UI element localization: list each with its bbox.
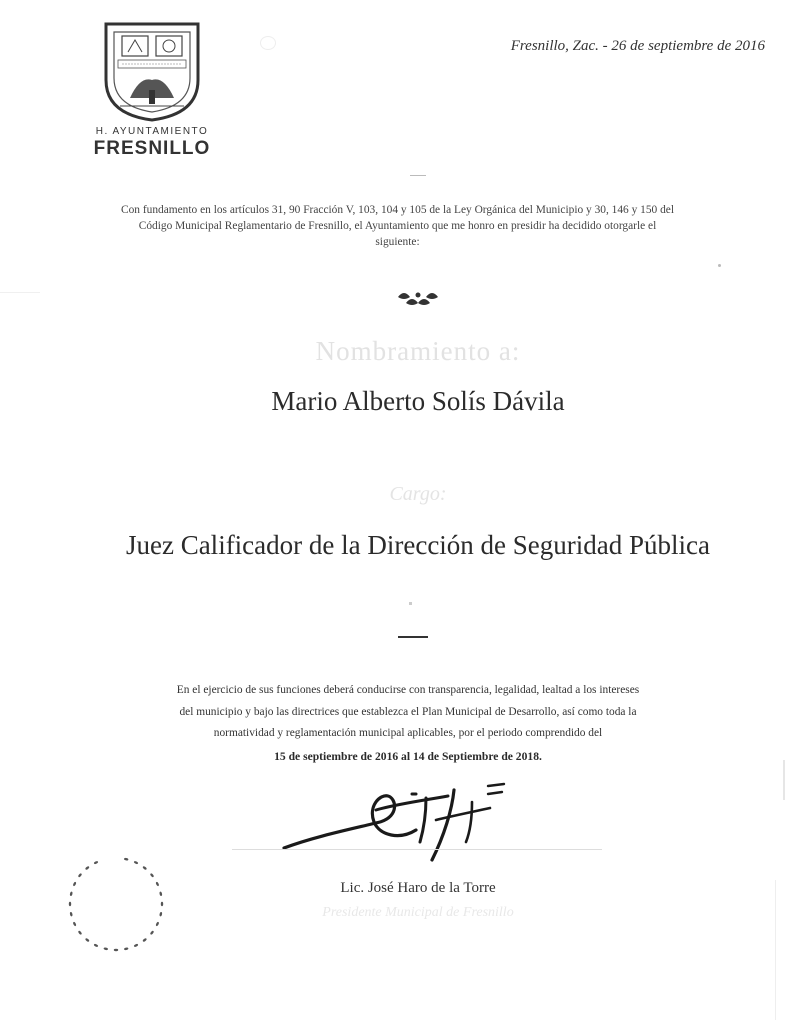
- seal-dot: [78, 930, 83, 935]
- seal-dot: [142, 938, 147, 943]
- scan-artifact: [718, 264, 721, 267]
- seal-dot: [93, 943, 98, 947]
- seal-dot: [85, 938, 90, 943]
- seal-dot: [161, 902, 163, 906]
- seal-dot: [85, 866, 90, 871]
- scan-artifact: [260, 36, 276, 50]
- signer-role: Presidente Municipal de Fresnillo: [322, 905, 514, 920]
- seal-dot: [133, 861, 138, 865]
- seal-dot: [114, 949, 118, 951]
- seal-dot: [103, 947, 108, 950]
- seal-dot: [70, 891, 73, 896]
- seal-dot: [159, 891, 162, 896]
- seal-dot: [150, 873, 155, 878]
- signature-line: [232, 849, 602, 850]
- seal-dot: [159, 912, 162, 917]
- mid-dot-mark: [409, 602, 412, 605]
- period-text: 15 de septiembre de 2016 al 14 de Septiembre de 2018.: [274, 750, 542, 763]
- seal-dot: [155, 921, 159, 926]
- top-dash-mark: [410, 175, 426, 176]
- appointment-heading: Nombramiento a:: [315, 336, 521, 366]
- appointee-name: Mario Alberto Solís Dávila: [271, 386, 565, 416]
- seal-dot: [142, 866, 147, 871]
- seal-dot: [150, 930, 155, 935]
- seal-dot: [78, 873, 83, 878]
- seal-dot: [69, 902, 71, 906]
- body-paragraph: En el ejercicio de sus funciones deberá conducirse con transparencia, legalidad, lealtad a los intereses del municipio y bajo las directrices que establezca el Plan Municipal de Desarrollo, así como toda la normatividad y reglamentación municipal aplicables, por el periodo comprendido del: [176, 684, 640, 739]
- position-title: Juez Calificador de la Dirección de Seguridad Pública: [125, 530, 711, 560]
- municipal-coat-of-arms-icon: [100, 18, 204, 124]
- seal-dot: [70, 912, 73, 917]
- seal-dot: [155, 881, 159, 886]
- scan-artifact: [775, 880, 776, 1020]
- date-line: Fresnillo, Zac. - 26 de septiembre de 2016: [510, 38, 765, 54]
- seal-dot: [133, 943, 138, 947]
- handwritten-signature-icon: [276, 776, 526, 868]
- city-label: FRESNILLO: [93, 138, 211, 159]
- leaf-ornament-icon: [396, 287, 440, 311]
- scan-artifact: [783, 760, 785, 800]
- ayuntamiento-label: H. AYUNTAMIENTO: [95, 126, 209, 137]
- section-divider: [398, 636, 428, 638]
- seal-dot: [93, 861, 98, 865]
- intro-paragraph: Con fundamento en los artículos 31, 90 Fracción V, 103, 104 y 105 de la Ley Orgánica del Municipio y 30, 146 y 150 del Código Municipal Reglamentario de Fresnillo, el Ayuntamiento que me honro en presidir ha decidido otorgarle el siguiente:: [121, 204, 674, 248]
- seal-dot: [73, 881, 77, 886]
- scan-artifact: [0, 292, 40, 293]
- seal-dot: [124, 947, 129, 950]
- dotted-seal-ring-icon: [60, 848, 172, 960]
- seal-dot: [124, 858, 129, 861]
- seal-dot: [73, 921, 77, 926]
- position-heading: Cargo:: [389, 483, 447, 505]
- signer-name: Lic. José Haro de la Torre: [340, 880, 496, 896]
